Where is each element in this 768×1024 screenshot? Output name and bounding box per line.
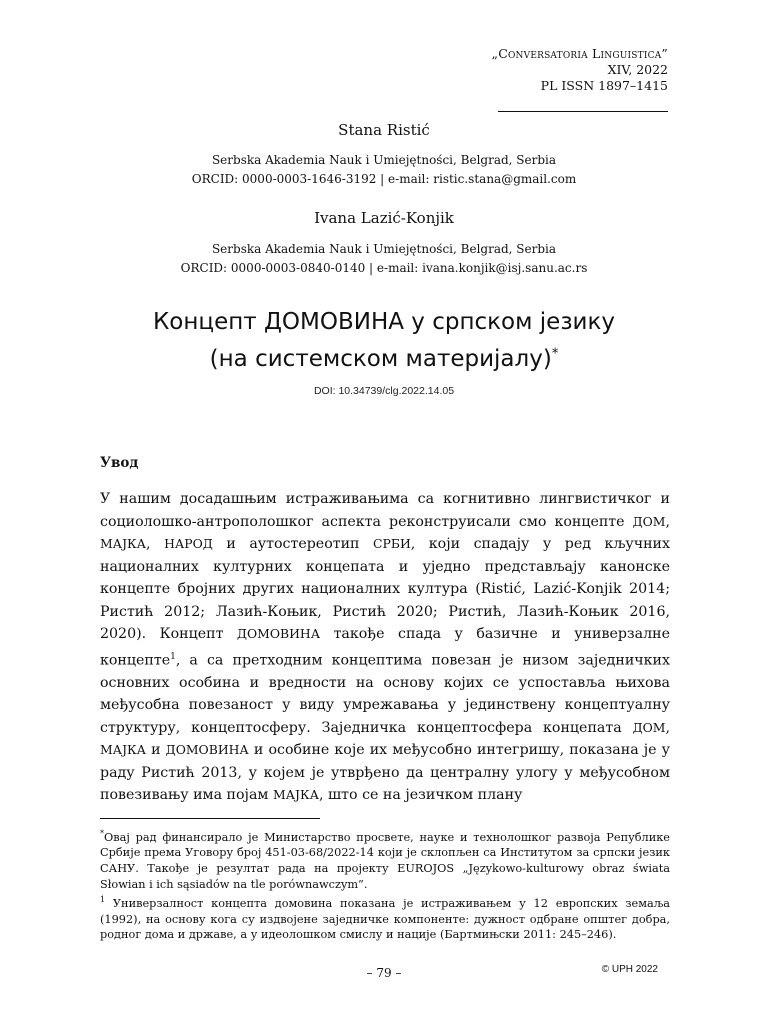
- body-text: и аутостереотип: [212, 536, 374, 552]
- body-text: У нашим досадашњим истраживањима са когнитивно лингвистичког и социолошко-антрополошког аспекта реконструисали смо концепте: [100, 491, 670, 530]
- footnote-1-text: Универзалност концепта домовина показана је истраживањем у 12 европских земаља (1992), на основу кога су издвојене заједничке компоненте: дужност одбране општег добра, родног дома и државе, а у идеолошком смислу и нације (Бартмињски 2011: 245–246).: [100, 896, 670, 942]
- author-2-contact: ORCID: 0000-0003-0840-0140 | e-mail: ivana.konjik@isj.sanu.ac.rs: [180, 261, 588, 275]
- body-text: , а са претходним концептима повезан је низом заједничких основних особина и вредности на основу којих се успоставља њихова међусобна повезаност у виду умрежавања у јединствену концептуалну структуру, концептосферу. Заједничка концептосфера концепата: [100, 652, 670, 736]
- body-text: такође спада у базичне и универзалне концепте: [100, 626, 670, 669]
- author-1-details: [0, 151, 768, 189]
- body-text: , који спадају у ред кључних националних културних концепата и уједно представљају канонске концепте бројних других националних култура (Ristić, Lazić-Konjik 2014; Ристић 2012; Лазић-Коњик, Ристић 2020; Ристић, Лазић-Коњик 2016, 2020). Концепт: [100, 536, 670, 642]
- concept-term: МАЈКА: [100, 742, 147, 758]
- footnote-rule: [100, 818, 320, 819]
- body-paragraph: [100, 488, 670, 807]
- footnote-star-text: Овај рад финансирало је Министарство просвете, науке и технолошког развоја Републике Србије према Уговору број 451-03-68/2022-14 који је склопљен са Институтом за српски језик САНУ. Такође је резултат рада на пројекту EUROJOS „Językowo-kulturowy obraz świata Słowian i ich sąsiadów na tle porównawczym”.: [100, 830, 670, 891]
- author-1-contact: ORCID: 0000-0003-1646-3192 | e-mail: ristic.stana@gmail.com: [191, 172, 577, 186]
- journal-header: [492, 46, 668, 94]
- body-text: и особине које их међусобно интегришу, показана је у раду Ристић 2013, у којем је утврђено да централну улогу у међусобном повезивању има појам: [100, 742, 670, 804]
- author-2-details: [0, 240, 768, 278]
- body-text: и: [146, 742, 166, 759]
- concept-term: ДОМОВИНА: [236, 626, 321, 641]
- title-line-1: Концепт ДОМОВИНА у српском језику: [152, 309, 616, 335]
- footnote-star-mark: *: [100, 829, 104, 838]
- concept-term: МАЈКА: [100, 536, 147, 551]
- journal-issn: PL ISSN 1897–1415: [540, 78, 668, 93]
- concept-term: ДОМ: [632, 513, 666, 529]
- concept-term: ДОМ: [632, 719, 666, 735]
- footnote-star: [100, 826, 670, 892]
- author-1-affiliation: Serbska Akademia Nauk i Umiejętności, Belgrad, Serbia: [211, 153, 557, 167]
- section-heading: Увод: [100, 455, 139, 471]
- footnote-1-mark: 1: [100, 895, 106, 905]
- concept-term: НАРОД: [164, 536, 213, 551]
- footnote-ref: 1: [170, 651, 176, 662]
- author-name-1: Stana Ristić: [338, 121, 430, 139]
- concept-term: ДОМОВИНА: [165, 742, 249, 758]
- title-line-2: [0, 341, 768, 378]
- author-2-affiliation: Serbska Akademia Nauk i Umiejętności, Belgrad, Serbia: [211, 242, 557, 256]
- journal-volume: XIV, 2022: [607, 62, 668, 77]
- body-text: ,: [665, 513, 670, 530]
- header-rule: [498, 111, 668, 112]
- doi: DOI: 10.34739/clg.2022.14.05: [313, 385, 455, 397]
- footnote-1: [100, 892, 670, 943]
- article-title: [0, 304, 768, 378]
- footnotes: [100, 826, 670, 943]
- concept-term: МАЈКА: [272, 787, 319, 803]
- title-line-2-text: (на системском материјалу): [209, 346, 552, 372]
- body-text: ,: [665, 719, 670, 736]
- body-text: , што се на језичком плану: [318, 787, 523, 804]
- copyright: © UPH 2022: [601, 964, 658, 975]
- page-number: – 79 –: [366, 966, 402, 980]
- journal-name: „Conversatoria Linguistica”: [491, 46, 668, 61]
- body-text: ,: [146, 536, 165, 552]
- title-footnote-mark: *: [551, 346, 559, 362]
- concept-term: СРБИ: [373, 536, 411, 551]
- author-name-2: Ivana Lazić-Konjik: [314, 209, 454, 227]
